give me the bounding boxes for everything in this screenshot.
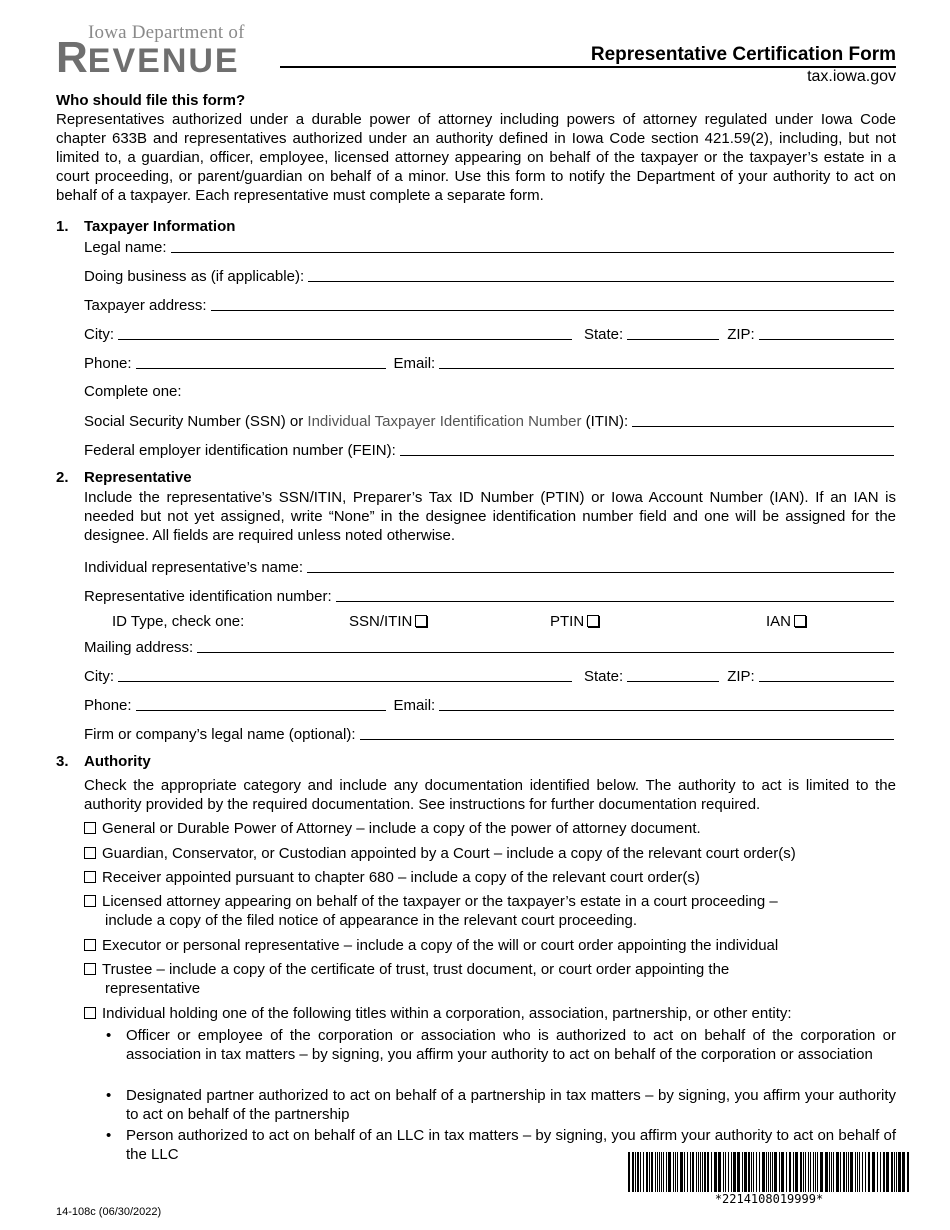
section2-title: Representative: [84, 469, 192, 486]
taxpayer-city-field[interactable]: [118, 324, 572, 340]
firm-name-label: Firm or company’s legal name (optional):: [84, 726, 356, 743]
section2-number: 2.: [56, 469, 69, 486]
bullet-partner: [106, 1086, 896, 1124]
poa-checkbox[interactable]: [84, 822, 96, 834]
ssn-itin-field[interactable]: [632, 411, 894, 427]
trustee-checkbox[interactable]: [84, 963, 96, 975]
section3-title: Authority: [84, 753, 151, 770]
ssn-label: [84, 413, 632, 430]
mailing-address-label: Mailing address:: [84, 639, 194, 656]
legal-name-row: [84, 236, 894, 256]
id-type-ptin-label: PTIN: [550, 613, 585, 630]
rep-city-label: City:: [84, 668, 114, 685]
zip-label: ZIP:: [727, 326, 755, 343]
bullet-partner-text: Designated partner authorized to act on behalf of a partnership in tax matters – by signing, you affirm your authority to act on behalf of the partnership: [126, 1087, 896, 1123]
taxpayer-address-field[interactable]: [211, 295, 894, 311]
logo-rest: EVENUE: [87, 42, 240, 80]
dba-row: [84, 265, 894, 285]
city-label: City:: [84, 326, 114, 343]
ssn-checkbox[interactable]: [415, 615, 427, 627]
section3-description: Check the appropriate category and include any documentation identified below. The authority to act is limited to the authority provided by the required documentation. See instructions for further documentation required.: [84, 777, 896, 813]
bullet-llc-text: Person authorized to act on behalf of an LLC in tax matters – by signing, you affirm your authority to act on behalf of the LLC: [126, 1127, 896, 1163]
ian-checkbox[interactable]: [794, 615, 806, 627]
intro-heading: Who should file this form?: [56, 92, 246, 109]
ptin-checkbox[interactable]: [587, 615, 599, 627]
logo-initial: R: [56, 33, 88, 82]
firm-name-row: [84, 723, 894, 743]
id-type-ssn-option[interactable]: [349, 612, 427, 631]
rep-state-label: State:: [584, 668, 624, 685]
bullet-officer: [106, 1026, 896, 1064]
attorney-label-line1: Licensed attorney appearing on behalf of the taxpayer or the taxpayer’s estate in a court proceeding –: [102, 893, 778, 910]
taxpayer-email-field[interactable]: [439, 353, 894, 369]
phone-label: Phone:: [84, 355, 132, 372]
header-rule: [280, 66, 896, 68]
authority-option-poa[interactable]: [84, 819, 896, 838]
trustee-label-line1: Trustee – include a copy of the certificate of trust, trust document, or court order appointing the: [102, 961, 730, 978]
email-label: Email:: [393, 355, 436, 372]
rep-zip-field[interactable]: [759, 666, 894, 682]
rep-city-field[interactable]: [118, 666, 572, 682]
rep-phone-label: Phone:: [84, 697, 132, 714]
taxpayer-zip-field[interactable]: [759, 324, 894, 340]
authority-option-guardian[interactable]: [84, 844, 896, 863]
taxpayer-city-row: [84, 323, 894, 343]
individual-title-label: Individual holding one of the following titles within a corporation, association, partnership, or other entity:: [102, 1005, 792, 1022]
receiver-label: Receiver appointed pursuant to chapter 680 – include a copy of the relevant court order(s): [102, 869, 700, 886]
attorney-checkbox[interactable]: [84, 895, 96, 907]
rep-email-field[interactable]: [439, 695, 894, 711]
barcode-image: [628, 1152, 910, 1192]
receiver-checkbox[interactable]: [84, 871, 96, 883]
authority-option-individual-title[interactable]: [84, 1004, 896, 1023]
rep-state-field[interactable]: [627, 666, 719, 682]
taxpayer-phone-row: [84, 352, 894, 372]
bullet-dot: •: [106, 1087, 112, 1104]
bullet-officer-text: Officer or employee of the corporation or association who is authorized to act on behalf of the corporation or association in tax matters – by signing, you affirm your authority to act on behalf of the corporation or association: [126, 1027, 896, 1063]
section3-number: 3.: [56, 753, 69, 770]
id-type-ssn-label: SSN/ITIN: [349, 613, 413, 630]
taxpayer-phone-field[interactable]: [136, 353, 386, 369]
individual-title-checkbox[interactable]: [84, 1007, 96, 1019]
section1-number: 1.: [56, 218, 69, 235]
rep-name-field[interactable]: [307, 557, 894, 573]
form-title: Representative Certification Form: [590, 44, 896, 65]
dba-field[interactable]: [308, 266, 894, 282]
bullet-dot: •: [106, 1127, 112, 1144]
guardian-label: Guardian, Conservator, or Custodian appointed by a Court – include a copy of the relevant court order(s): [102, 845, 796, 862]
taxpayer-address-label: Taxpayer address:: [84, 297, 207, 314]
fein-field[interactable]: [400, 440, 894, 456]
barcode-number: *2214108019999*: [714, 1192, 824, 1206]
rep-name-row: [84, 556, 894, 576]
intro-body: Representatives authorized under a durable power of attorney including powers of attorney regulated under Iowa Code chapter 633B and representatives authorized under an authority defined in Iowa Code section 421.59(2), including, but not limited to, a guardian, officer, employee, licensed attorney appearing on behalf of the taxpayer or the taxpayer’s estate in a court proceeding, or parent/guardian on behalf of a minor. Use this form to notify the Department of your authority to act on behalf of a taxpayer. Each representative must complete a separate form.: [56, 111, 896, 204]
authority-option-attorney[interactable]: [84, 892, 896, 930]
id-type-label: ID Type, check one:: [112, 613, 245, 630]
rep-phone-field[interactable]: [136, 695, 386, 711]
logo-department-text: Iowa Department of: [88, 22, 245, 43]
legal-name-label: Legal name:: [84, 239, 167, 256]
taxpayer-address-row: [84, 294, 894, 314]
trustee-label-line2: representative: [105, 980, 201, 997]
itin-label-text: Individual Taxpayer Identification Number: [307, 413, 582, 430]
executor-checkbox[interactable]: [84, 939, 96, 951]
rep-id-field[interactable]: [336, 586, 894, 602]
rep-name-label: Individual representative’s name:: [84, 559, 304, 576]
state-label: State:: [584, 326, 624, 343]
section2-description: Include the representative’s SSN/ITIN, Preparer’s Tax ID Number (PTIN) or Iowa Account Number (IAN). If an IAN is needed but not yet assigned, write “None” in the designee identification number field and one will be assigned for the designee. All fields are required unless noted otherwise.: [84, 489, 896, 544]
firm-name-field[interactable]: [360, 724, 894, 740]
mailing-address-field[interactable]: [197, 637, 894, 653]
ssn-label-prefix: Social Security Number (SSN) or: [84, 413, 308, 430]
guardian-checkbox[interactable]: [84, 847, 96, 859]
authority-option-executor[interactable]: [84, 936, 896, 955]
poa-label: General or Durable Power of Attorney – include a copy of the power of attorney document.: [102, 820, 701, 837]
section1-title: Taxpayer Information: [84, 218, 236, 235]
rep-phone-row: [84, 694, 894, 714]
id-type-ptin-option[interactable]: [550, 612, 599, 631]
id-type-ian-label: IAN: [766, 613, 792, 630]
fein-label: Federal employer identification number (FEIN):: [84, 442, 396, 459]
taxpayer-state-field[interactable]: [627, 324, 719, 340]
attorney-label-line2: include a copy of the filed notice of appearance in the relevant court proceeding.: [105, 912, 638, 929]
mailing-address-row: [84, 636, 894, 656]
site-url: tax.iowa.gov: [807, 68, 896, 85]
bullet-dot: •: [106, 1027, 112, 1044]
form-code: 14-108c (06/30/2022): [56, 1206, 162, 1218]
authority-option-trustee[interactable]: [84, 960, 896, 998]
executor-label: Executor or personal representative – include a copy of the will or court order appointing the individual: [102, 937, 779, 954]
department-logo: [56, 22, 271, 82]
rep-city-row: [84, 665, 894, 685]
id-type-ian-option[interactable]: [766, 612, 806, 631]
rep-id-label: Representative identification number:: [84, 588, 332, 605]
rep-id-row: [84, 585, 894, 605]
authority-option-receiver[interactable]: [84, 868, 896, 887]
dba-label: Doing business as (if applicable):: [84, 268, 305, 285]
fein-row: [84, 439, 894, 459]
legal-name-field[interactable]: [171, 237, 894, 253]
itin-label-suffix: (ITIN):: [581, 413, 629, 430]
ssn-itin-row: [84, 410, 894, 430]
logo-revenue-text: [56, 33, 240, 82]
rep-zip-label: ZIP:: [727, 668, 755, 685]
rep-email-label: Email:: [393, 697, 436, 714]
complete-one-text: Complete one:: [84, 383, 182, 400]
